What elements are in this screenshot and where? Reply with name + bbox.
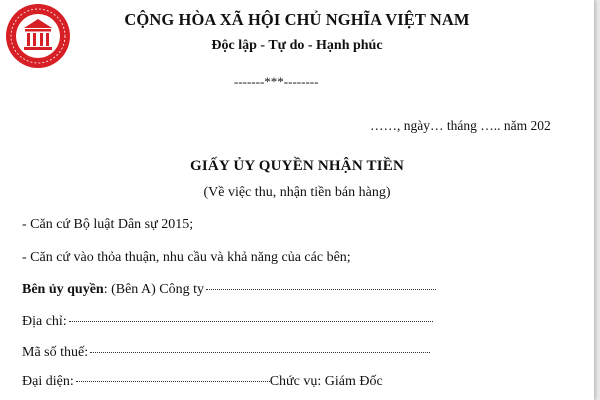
grantor-field [22,282,436,298]
tax-code-field [22,345,430,361]
national-title: CỘNG HÒA XÃ HỘI CHỦ NGHĨA VIỆT NAM [124,10,470,29]
grantor-text: : (Bên A) Công ty [103,282,205,297]
address-leader[interactable] [69,320,433,322]
legal-basis-agreement: - Căn cứ vào thỏa thuận, nhu cầu và khả năng của các bên; [22,250,351,265]
tax-code-label: Mã số thuế: [22,345,89,360]
address-label: Địa chỉ: [22,314,67,329]
legal-basis-civil-code: - Căn cứ Bộ luật Dân sự 2015; [22,217,194,232]
date-line: ……, ngày… tháng ….. năm 202 [370,118,551,133]
separator: -------***-------- [234,74,319,89]
document-title: GIẤY ỦY QUYỀN NHẬN TIỀN [189,158,405,174]
position-text: Chức vụ: Giám Đốc [269,374,383,389]
address-field [22,314,433,330]
representative-label: Đại diện: [22,374,74,389]
tax-code-leader[interactable] [90,351,430,353]
representative-field [22,374,383,390]
grantor-leader[interactable] [206,288,436,290]
grantor-label: Bên ủy quyền [22,282,104,297]
representative-leader[interactable] [76,380,270,382]
national-motto: Độc lập - Tự do - Hạnh phúc [211,38,383,53]
document-subtitle: (Về việc thu, nhận tiền bán hàng) [203,185,391,200]
